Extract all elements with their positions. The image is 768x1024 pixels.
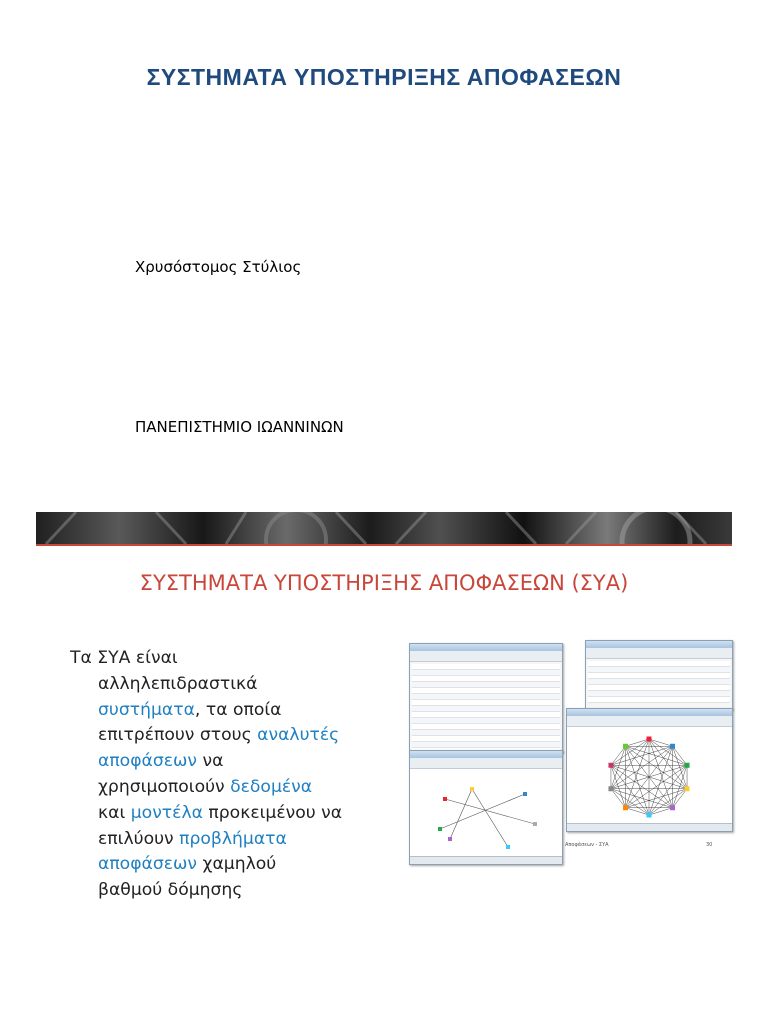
body-text-segment: επιτρέπουν στους xyxy=(98,725,258,746)
graph-node xyxy=(647,737,652,742)
highlighted-term: συστήματα xyxy=(98,699,195,720)
banner-underline xyxy=(36,544,732,546)
body-line xyxy=(70,878,342,904)
slide2-title: ΣΥΣΤΗΜΑΤΑ ΥΠΟΣΤΗΡΙΞΗΣ ΑΠΟΦΑΣΕΩΝ (ΣΥΑ) xyxy=(139,571,629,595)
body-text-segment: , τα οποία xyxy=(194,699,282,720)
body-line xyxy=(70,698,342,724)
highlighted-term: αποφάσεων xyxy=(98,751,198,772)
screenshot-variables-window xyxy=(409,643,563,753)
highlighted-term: αποφάσεων xyxy=(98,854,198,875)
graph-node xyxy=(685,763,690,768)
body-line xyxy=(70,775,342,801)
graph-node xyxy=(670,805,675,810)
university-name: ΠΑΝΕΠΙΣΤΗΜΙΟ ΙΩΑΝΝΙΝΩΝ xyxy=(135,418,344,436)
body-text-segment: προκειμένου να xyxy=(202,802,343,823)
body-text-segment: και xyxy=(98,802,131,823)
body-text-segment: χαμηλού xyxy=(197,854,277,875)
body-line xyxy=(70,801,342,827)
variables-table xyxy=(410,662,562,753)
slide-header-banner xyxy=(36,512,732,544)
body-line xyxy=(70,672,342,698)
body-line xyxy=(70,749,342,775)
graph-node xyxy=(685,786,690,791)
graph-node xyxy=(623,805,628,810)
body-line xyxy=(70,723,342,749)
author-name: Χρυσόστομος Στύλιος xyxy=(135,258,302,276)
body-text-segment: επιλύουν xyxy=(98,828,180,849)
highlighted-term: δεδομένα xyxy=(230,776,313,797)
highlighted-term: προβλήματα xyxy=(179,828,287,849)
slide1-title: ΣΥΣΤΗΜΑΤΑ ΥΠΟΣΤΗΡΙΞΗΣ ΑΠΟΦΑΣΕΩΝ xyxy=(146,64,622,90)
graph-node xyxy=(623,744,628,749)
graph-node xyxy=(608,763,613,768)
banner-wheel-graphic xyxy=(36,512,732,544)
highlighted-term: αναλυτές xyxy=(257,725,340,746)
graph-node xyxy=(670,744,675,749)
screenshot-rules-window xyxy=(585,640,733,710)
highlighted-term: μοντέλα xyxy=(130,802,203,823)
screenshot-graph-window xyxy=(409,750,563,865)
body-text-segment: χρησιμοποιούν xyxy=(98,776,231,797)
body-text-segment: να xyxy=(197,751,224,772)
graph-node xyxy=(647,813,652,818)
network-graph-dense xyxy=(567,727,732,825)
body-line xyxy=(70,827,342,853)
body-text-segment: Τα ΣΥΑ είναι xyxy=(70,648,178,668)
body-line xyxy=(70,646,342,672)
screenshot-network-window xyxy=(566,708,733,832)
body-text-segment: βαθμού δόμησης xyxy=(98,880,243,901)
graph-node xyxy=(608,786,613,791)
rules-table xyxy=(586,659,732,705)
body-line xyxy=(70,852,342,878)
network-graph-sparse xyxy=(410,769,562,857)
body-paragraph xyxy=(70,646,342,904)
body-text-segment: αλληλεπιδραστικά xyxy=(98,673,258,694)
footer-note: Αποφάσεων - ΣΥΑ xyxy=(565,842,609,848)
page-number: 30 xyxy=(706,842,713,848)
